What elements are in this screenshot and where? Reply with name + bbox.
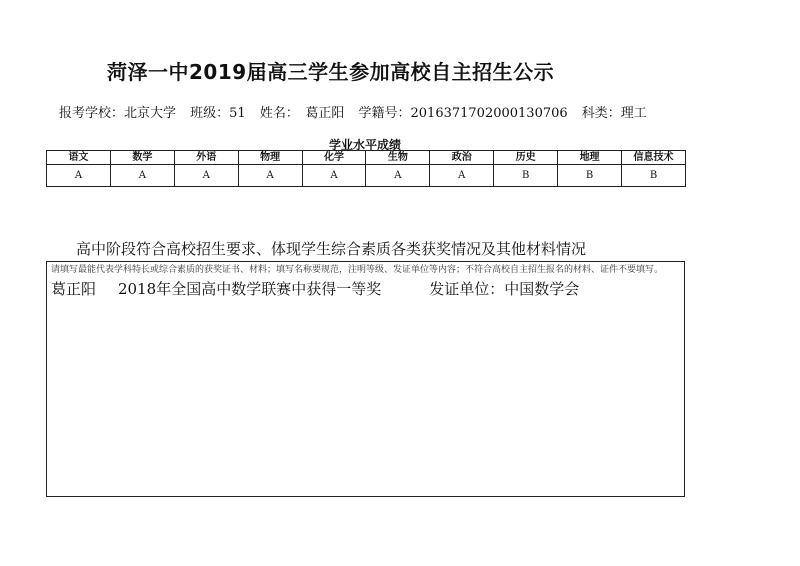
subject-track: 科类：理工	[581, 106, 647, 121]
entry-student-name: 葛正阳	[51, 280, 97, 298]
grade-cell: B	[558, 165, 622, 187]
entry-issuer: 发证单位：中国数学会	[429, 280, 580, 298]
grade-cell: A	[430, 165, 494, 187]
subject-header: 生物	[366, 151, 430, 165]
student-name: 姓名： 葛正阳	[259, 106, 345, 121]
class-number: 班级：51	[190, 106, 246, 121]
scores-table	[46, 150, 686, 187]
materials-instructions: 请填写最能代表学科特长或综合素质的获奖证书、材料；填写名称要规范，注明等级、发证单位等内容；不符合高校自主招生报名的材料、证件不要填写。	[51, 265, 664, 275]
subject-header: 地理	[558, 151, 622, 165]
grade-cell: A	[302, 165, 366, 187]
document-title: 菏泽一中2019届高三学生参加高校自主招生公示	[107, 60, 555, 84]
grade-cell: A	[47, 165, 111, 187]
subject-header: 信息技术	[622, 151, 686, 165]
scores-caption: 学业水平成绩	[328, 138, 401, 152]
subject-header: 数学	[110, 151, 174, 165]
award-entry	[51, 278, 684, 299]
grade-cell: B	[622, 165, 686, 187]
subject-header: 政治	[430, 151, 494, 165]
subject-header: 物理	[238, 151, 302, 165]
grade-cell: A	[238, 165, 302, 187]
subject-header: 语文	[47, 151, 111, 165]
materials-section-title: 高中阶段符合高校招生要求、体现学生综合素质各类获奖情况及其他材料情况	[76, 240, 587, 258]
subject-header: 外语	[174, 151, 238, 165]
subject-header: 化学	[302, 151, 366, 165]
scores-header-row	[47, 151, 686, 165]
grade-cell: A	[174, 165, 238, 187]
target-school: 报考学校：北京大学	[59, 106, 177, 121]
entry-award: 2018年全国高中数学联赛中获得一等奖	[118, 280, 382, 298]
grade-cell: A	[110, 165, 174, 187]
materials-box	[46, 261, 685, 497]
subject-header: 历史	[494, 151, 558, 165]
grade-cell: A	[366, 165, 430, 187]
grade-cell: B	[494, 165, 558, 187]
student-id: 学籍号：2016371702000130706	[358, 106, 568, 121]
student-info-line	[59, 102, 647, 121]
scores-grade-row	[47, 165, 686, 187]
